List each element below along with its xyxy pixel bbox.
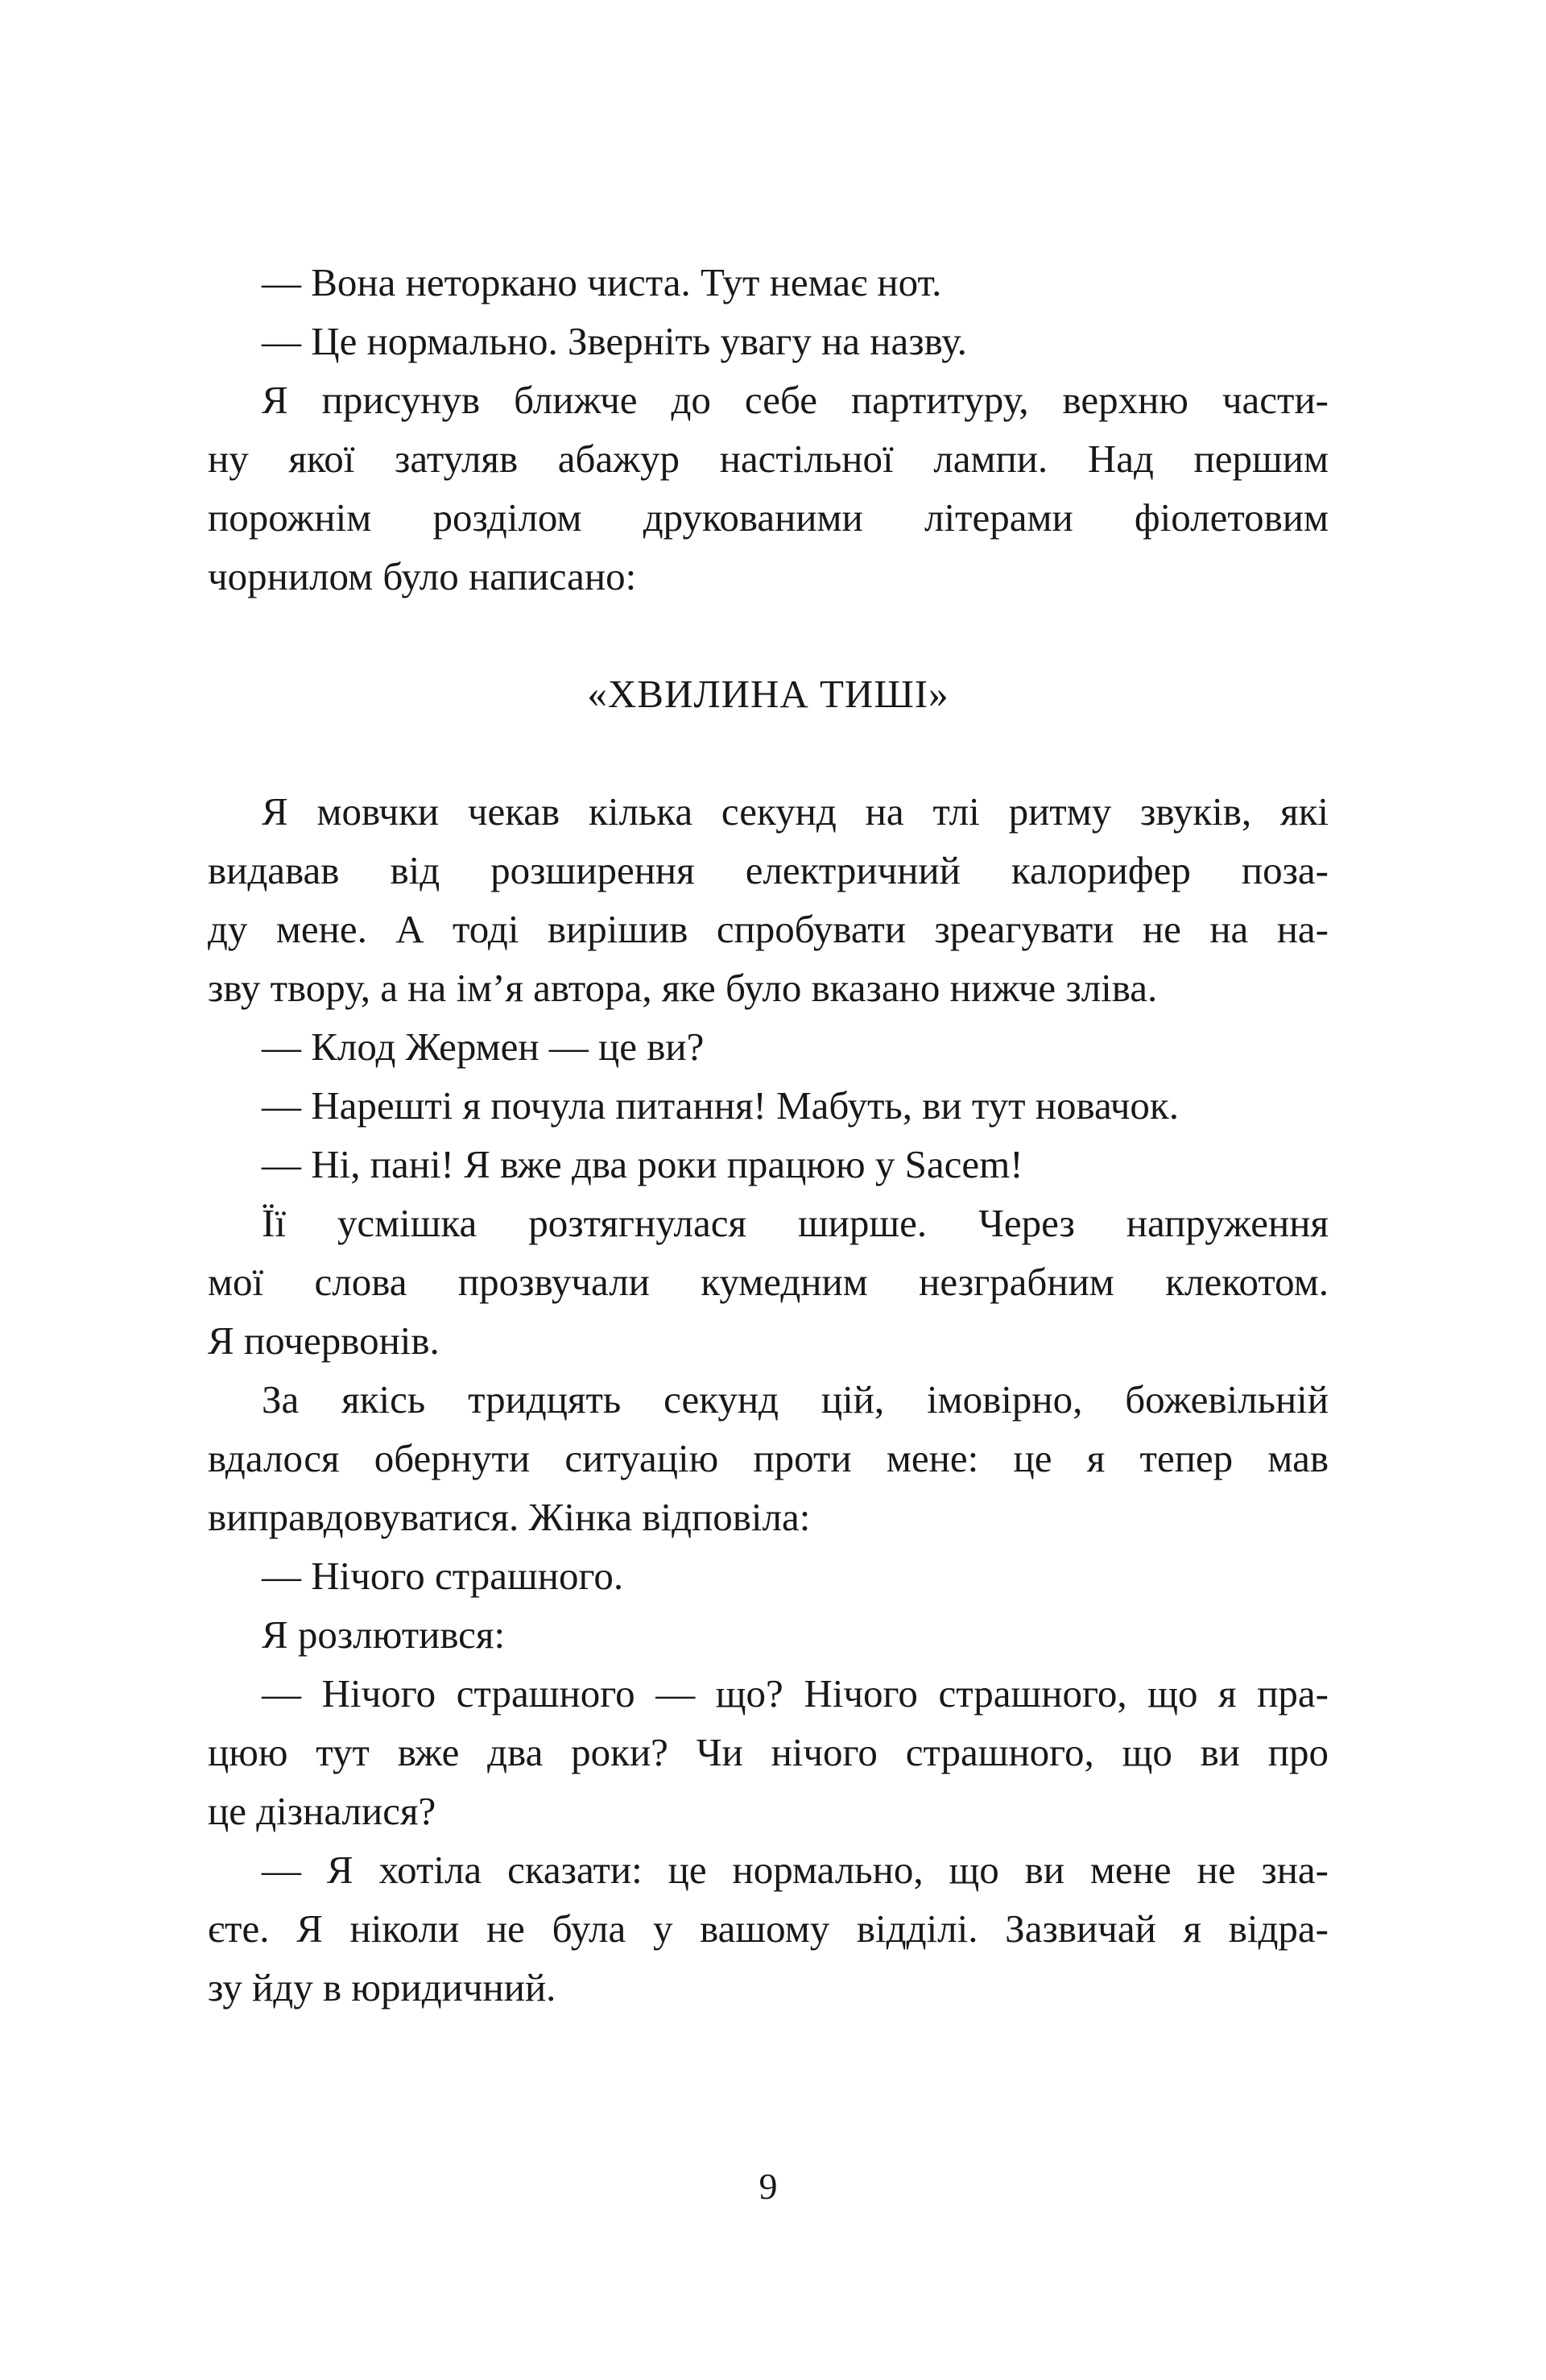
text-line: — Це нормально. Зверніть увагу на назву. [262,319,967,363]
text-line: цюю тут вже два роки? Чи нічого страшного, що ви про [208,1730,1329,1774]
text-line: Її усмішка розтягнулася ширше. Через напруження [262,1201,1329,1245]
text-line: порожнім розділом друкованими літерами фіолетовим [208,495,1329,540]
text-line: виправдовуватися. Жінка відповіла: [208,1495,811,1539]
text-line: це дізналися? [208,1789,436,1833]
text-line: Я розлютився: [262,1612,506,1657]
text-line: Я присунув ближче до себе партитуру, верхню части- [262,378,1329,422]
text-line: видавав від розширення електричний калорифер поза- [208,848,1329,892]
chapter-title-line: «ХВИЛИНА ТИШІ» [587,672,949,716]
text-line: вдалося обернути ситуацію проти мене: це я тепер мав [208,1436,1329,1480]
text-line: чорнилом було написано: [208,554,637,598]
text-line: За якісь тридцять секунд цій, імовірно, божевільній [262,1377,1329,1422]
page-text-block [208,253,1329,2017]
text-line: — Я хотіла сказати: це нормально, що ви мене не зна- [262,1848,1329,1892]
text-line: — Нічого страшного. [262,1554,624,1598]
text-line: Я мовчки чекав кілька секунд на тлі ритму звуків, які [262,789,1329,834]
text-line: — Ні, пані! Я вже два роки працюю у Sacem! [262,1142,1023,1186]
text-line: — Нічого страшного — що? Нічого страшного, що я пра- [262,1671,1329,1716]
text-line: ну якої затуляв абажур настільної лампи. Над першим [208,437,1329,481]
page-number: 9 [759,2166,778,2207]
text-line: ду мене. А тоді вирішив спробувати зреагувати не на на- [208,907,1329,951]
text-line: Я почервонів. [208,1318,440,1363]
text-line: мої слова прозвучали кумедним незграбним клекотом. [208,1260,1329,1304]
text-line: — Вона неторкано чиста. Тут немає нот. [262,260,942,304]
text-line: зву твору, а на ім’я автора, яке було вказано нижче зліва. [208,966,1158,1010]
text-line: зу йду в юридичний. [208,1965,556,2010]
text-line: єте. Я ніколи не була у вашому відділі. Зазвичай я відра- [208,1906,1329,1951]
text-line: — Нарешті я почула питання! Мабуть, ви тут новачок. [262,1083,1179,1128]
text-line: — Клод Жермен — це ви? [262,1024,705,1069]
